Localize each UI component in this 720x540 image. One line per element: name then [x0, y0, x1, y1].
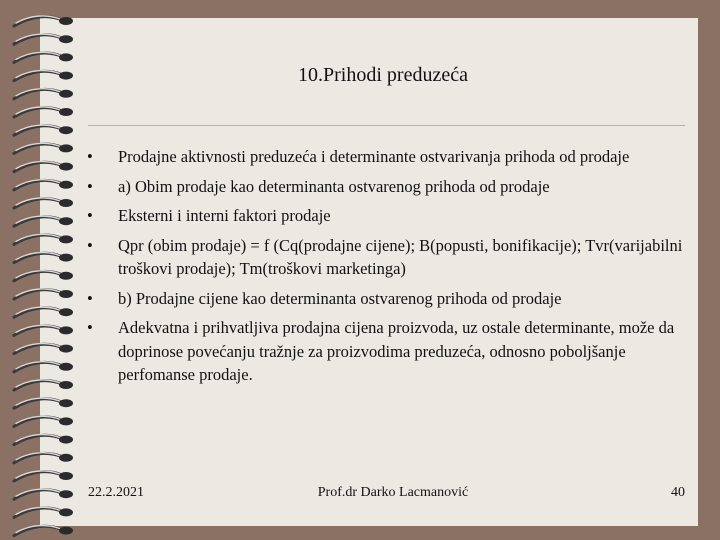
spiral-ring [14, 253, 73, 263]
footer-date: 22.2.2021 [88, 485, 144, 500]
spiral-ring [14, 271, 73, 281]
spiral-ring [14, 34, 73, 44]
spiral-ring [14, 471, 73, 481]
bullet-item: • Qpr (obim prodaje) = f (Cq(prodajne cijene); B(popusti, bonifikacije); Tvr(varijabilni troškovi prodaje); Tm(troškovi marketinga) [86, 234, 686, 281]
spiral-ring [14, 52, 73, 62]
bullet-item: • Prodajne aktivnosti preduzeća i determinante ostvarivanja prihoda od prodaje [86, 145, 686, 169]
spiral-ring [14, 107, 73, 117]
bullet-item: • Adekvatna i prihvatljiva prodajna cijena proizvoda, uz ostale determinante, može da doprinose povećanju tražnje za proizvodima preduzeća, odnosno poboljšanje perfomanse prodaje. [86, 316, 686, 387]
title-divider [88, 125, 685, 126]
slide-title: 10.Prihodi preduzeća [298, 64, 468, 86]
footer-page-number: 40 [671, 485, 685, 500]
spiral-ring [14, 344, 73, 354]
spiral-ring [14, 307, 73, 317]
spiral-binding-icon [0, 0, 90, 540]
spiral-ring [14, 143, 73, 153]
spiral-ring [14, 435, 73, 445]
spiral-ring [14, 16, 73, 26]
spiral-ring [14, 398, 73, 408]
bullet-list [86, 145, 686, 393]
spiral-ring [14, 362, 73, 372]
footer-author: Prof.dr Darko Lacmanović [317, 485, 469, 500]
spiral-ring [14, 162, 73, 172]
spiral-ring [14, 71, 73, 81]
spiral-ring [14, 380, 73, 390]
spiral-ring [14, 507, 73, 517]
spiral-ring [14, 416, 73, 426]
spiral-ring [14, 453, 73, 463]
spiral-ring [14, 216, 73, 226]
spiral-ring [14, 125, 73, 135]
spiral-ring [14, 289, 73, 299]
bullet-item: • b) Prodajne cijene kao determinanta ostvarenog prihoda od prodaje [86, 287, 686, 311]
spiral-ring [14, 526, 73, 536]
spiral-ring [14, 89, 73, 99]
spiral-ring [14, 180, 73, 190]
spiral-ring [14, 234, 73, 244]
spiral-ring [14, 325, 73, 335]
bullet-item: • Eksterni i interni faktori prodaje [86, 204, 686, 228]
bullet-item: • a) Obim prodaje kao determinanta ostvarenog prihoda od prodaje [86, 175, 686, 199]
spiral-ring [14, 198, 73, 208]
